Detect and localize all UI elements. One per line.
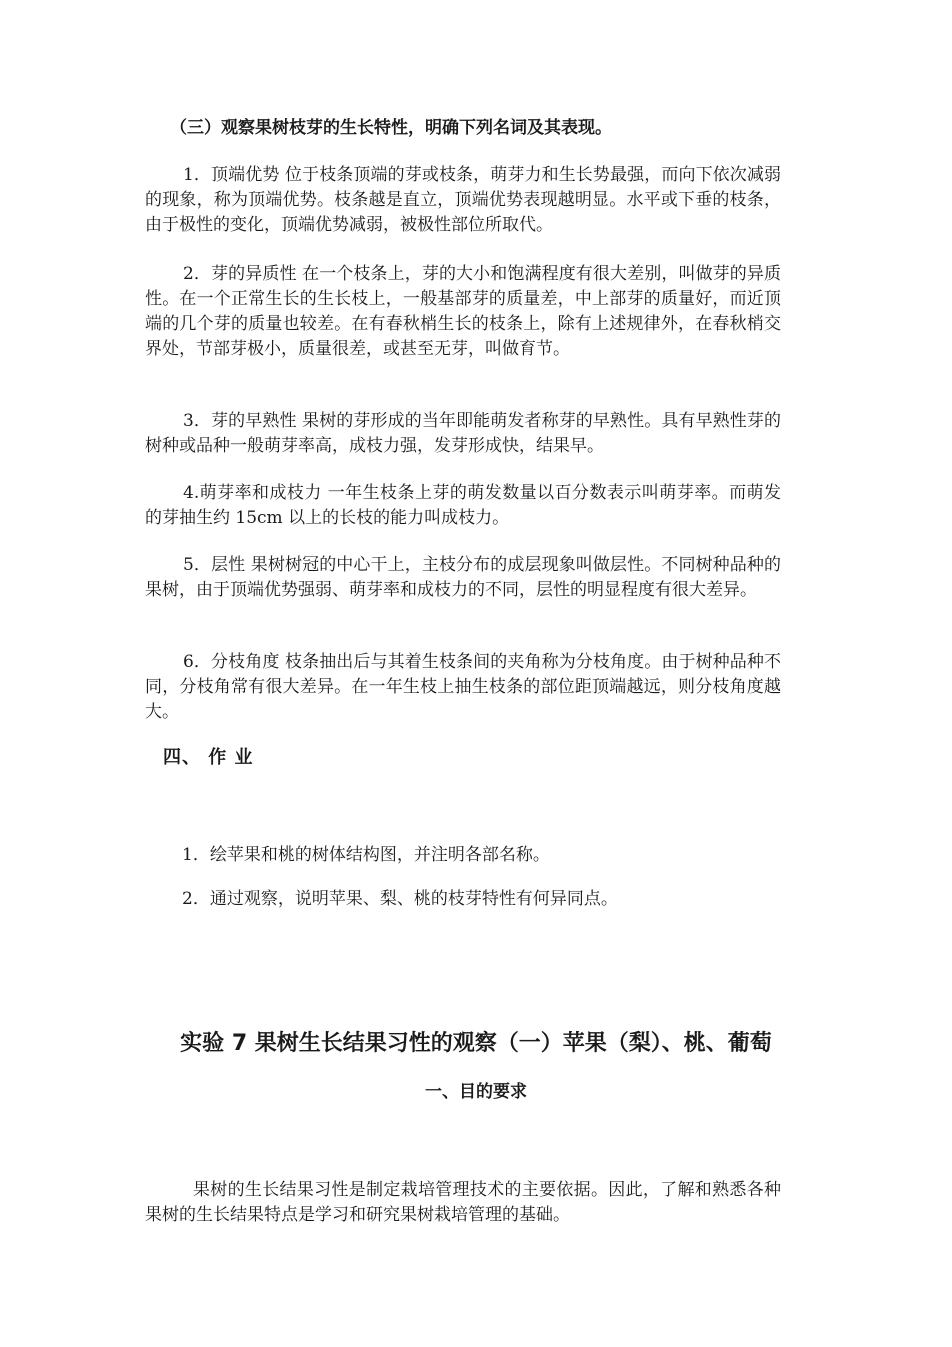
objectives-heading: 一、目的要求 [425,1082,527,1102]
item-branch-angle: 6．分枝角度 枝条抽出后与其着生枝条间的夹角称为分枝角度。由于树种品种不同，分枝角常有很大差异。在一年生枝上抽生枝条的部位距顶端越远，则分枝角度越大。 [145,652,781,722]
experiment-title: 实验 7 果树生长结果习性的观察（一）苹果（梨）、桃、葡萄 [180,1031,772,1056]
item-bud-precocity: 3．芽的早熟性 果树的芽形成的当年即能萌发者称芽的早熟性。具有早熟性芽的树种或品种一般萌芽率高，成枝力强，发芽形成快，结果早。 [145,411,781,456]
experiment-intro: 果树的生长结果习性是制定栽培管理技术的主要依据。因此，了解和熟悉各种果树的生长结果特点是学习和研究果树栽培管理的基础。 [145,1180,781,1225]
homework-item-2: 2．通过观察，说明苹果、梨、桃的枝芽特性有何异同点。 [182,889,618,909]
item-layering: 5．层性 果树树冠的中心干上，主枝分布的成层现象叫做层性。不同树种品种的果树，由于顶端优势强弱、萌芽率和成枝力的不同，层性的明显程度有很大差异。 [145,555,781,600]
homework-item-1: 1．绘苹果和桃的树体结构图，并注明各部名称。 [182,845,550,865]
item-sprouting-branching: 4.萌芽率和成枝力 一年生枝条上芽的萌发数量以百分数表示叫萌芽率。而萌发的芽抽生约 15cm 以上的长枝的能力叫成枝力。 [145,483,781,528]
homework-heading: 四、 作 业 [163,747,254,768]
item-apical-dominance: 1．顶端优势 位于枝条顶端的芽或枝条，萌芽力和生长势最强，而向下依次减弱的现象，称为顶端优势。枝条越是直立，顶端优势表现越明显。水平或下垂的枝条，由于极性的变化，顶端优势减弱，被极性部位所取代。 [145,165,781,235]
section-three-heading: （三）观察果树枝芽的生长特性，明确下列名词及其表现。 [170,118,612,138]
item-bud-heterogeneity: 2．芽的异质性 在一个枝条上，芽的大小和饱满程度有很大差别，叫做芽的异质性。在一个正常生长的生长枝上，一般基部芽的质量差，中上部芽的质量好，而近顶端的几个芽的质量也较差。在有春秋梢生长的枝条上，除有上述规律外，在春秋梢交界处，节部芽极小，质量很差，或甚至无芽，叫做育节。 [145,264,781,359]
